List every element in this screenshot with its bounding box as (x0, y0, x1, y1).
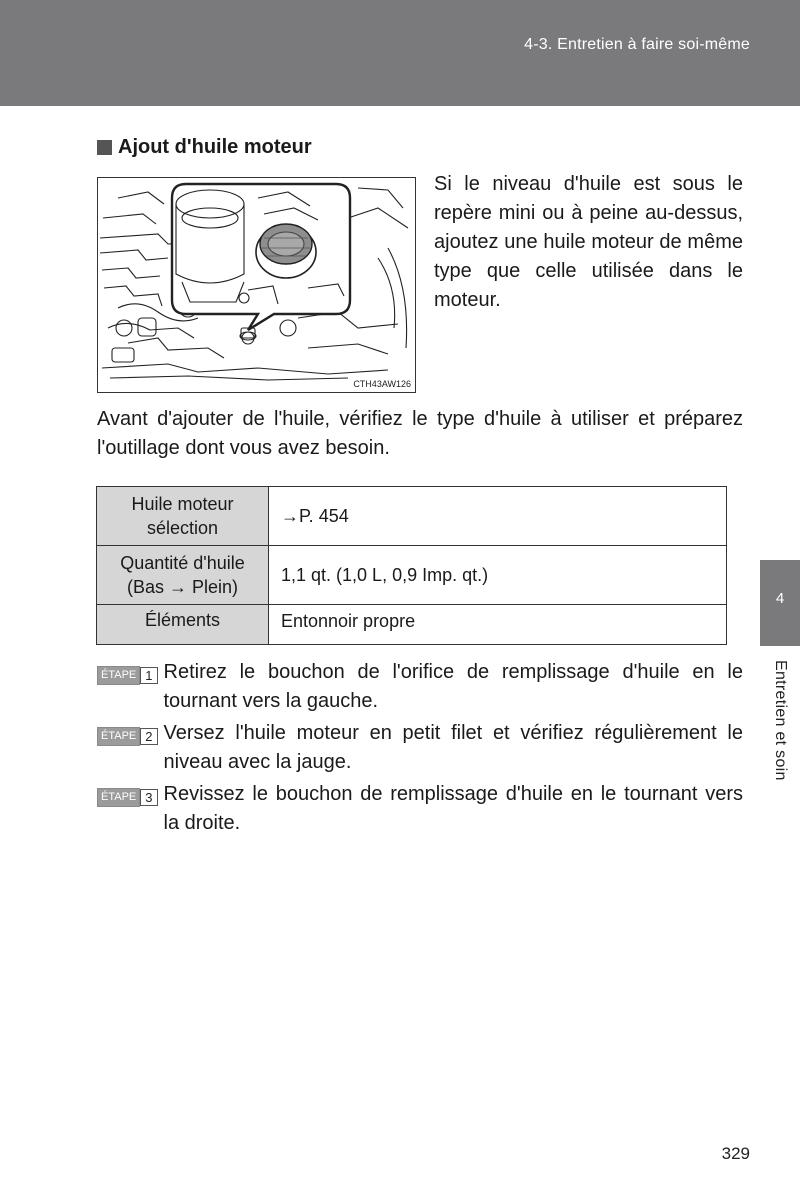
preparation-paragraph: Avant d'ajouter de l'huile, vérifiez le type d'huile à utiliser et préparez l'outillage dont vous avez besoin. (97, 408, 743, 459)
chapter-tab (760, 560, 800, 646)
step-badge (97, 727, 158, 746)
header-title: 4-3. Entretien à faire soi-même (524, 36, 750, 53)
chapter-title: Entretien et soin (772, 660, 789, 781)
label-line: Éléments (144, 610, 221, 630)
engine-illustration (97, 177, 416, 393)
steps-list (97, 658, 743, 841)
step-item (97, 719, 743, 777)
page-number: 329 (721, 1144, 750, 1163)
table-row (97, 546, 727, 605)
table-label-cell (97, 546, 269, 605)
step-text: Revissez le bouchon de remplissage d'huile en le tournant vers la droite. (163, 783, 743, 834)
step-item (97, 658, 743, 716)
table-row (97, 487, 727, 546)
table-value-cell: 1,1 qt. (1,0 L, 0,9 Imp. qt.) (269, 546, 727, 605)
figure-code: CTH43AW126 (353, 379, 411, 389)
label-line: Quantité d'huile (120, 553, 245, 573)
table-label-cell (97, 487, 269, 546)
label-line: (Bas → Plein) (126, 577, 239, 597)
oil-spec-table (96, 486, 727, 645)
intro-paragraph: Si le niveau d'huile est sous le repère mini ou à peine au-dessus, ajoutez une huile moteur de même type que celle utilisée dans le moteur. (434, 173, 743, 311)
table-row (97, 605, 727, 645)
label-line: Huile moteur (131, 494, 234, 514)
step-text: Retirez le bouchon de l'orifice de remplissage d'huile en le tournant vers la gauche. (163, 661, 743, 712)
step-number: 1 (140, 667, 157, 684)
step-badge (97, 666, 158, 685)
step-badge (97, 788, 158, 807)
step-text: Versez l'huile moteur en petit filet et vérifiez régulièrement le niveau avec la jauge. (163, 722, 743, 773)
square-bullet-icon (97, 140, 112, 155)
section-heading (97, 136, 312, 159)
step-item (97, 780, 743, 838)
step-tag: ÉTAPE (97, 788, 140, 807)
step-number: 3 (140, 789, 157, 806)
step-number: 2 (140, 728, 157, 745)
step-tag: ÉTAPE (97, 666, 140, 685)
table-value-cell: →P. 454 (269, 487, 727, 546)
table-label-cell (97, 605, 269, 645)
chapter-number: 4 (775, 590, 785, 607)
table-value-cell: Entonnoir propre (269, 605, 727, 645)
engine-drawing (98, 178, 415, 392)
label-line: sélection (146, 518, 219, 538)
section-heading-text: Ajout d'huile moteur (118, 136, 312, 158)
step-tag: ÉTAPE (97, 727, 140, 746)
page-header (0, 0, 800, 106)
